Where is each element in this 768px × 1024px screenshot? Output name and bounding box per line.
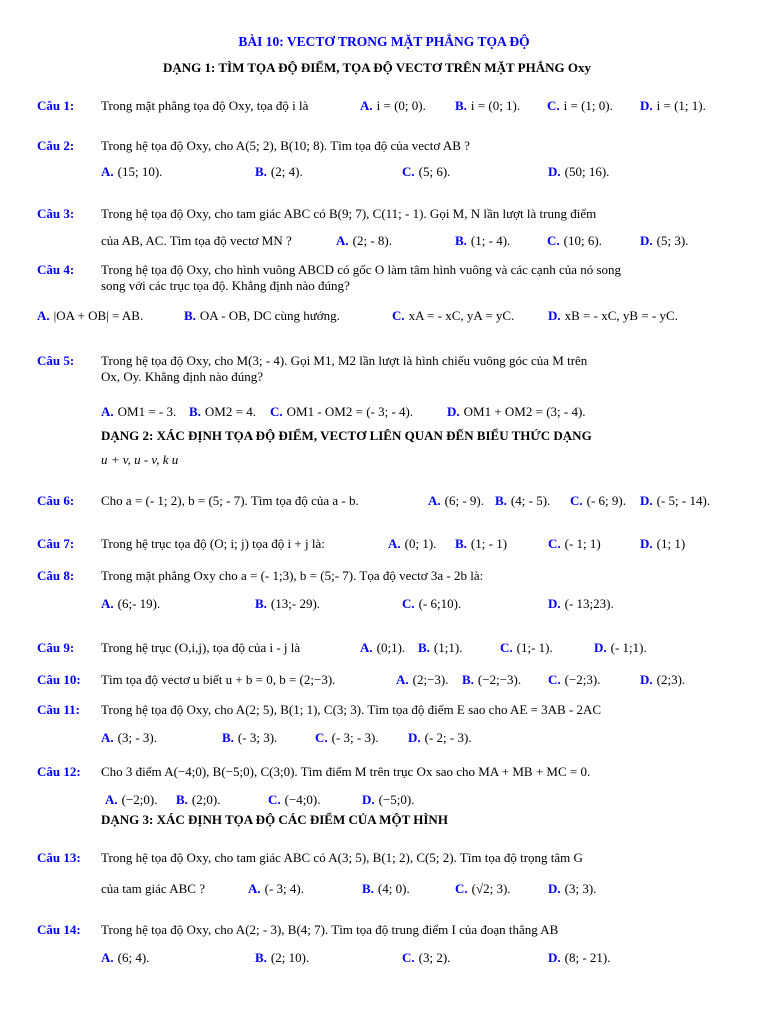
option-b[interactable]: B. (4; - 5).	[495, 493, 551, 508]
option-c[interactable]: C. (- 6; 9).	[570, 493, 626, 508]
option-c[interactable]: C. (10; 6).	[547, 233, 602, 248]
option-c[interactable]: C. (−2;3).	[548, 672, 601, 687]
option-d[interactable]: D. (50; 16).	[548, 164, 610, 179]
option-a[interactable]: A. OM1 = - 3.	[101, 404, 177, 419]
stem-line: Tìm tọa độ vectơ u biết u + b = 0, b = (2;−3).	[101, 672, 336, 687]
option-c[interactable]: C. (- 1; 1)	[548, 536, 601, 551]
question-label: Câu 14:	[37, 922, 81, 937]
stem-line: của AB, AC. Tìm tọa độ vectơ MN ?	[101, 233, 292, 248]
question-stem	[101, 262, 744, 295]
option-b[interactable]: B. OM2 = 4.	[189, 404, 256, 419]
option-a[interactable]: A. (15; 10).	[101, 164, 163, 179]
stem-line: Trong hệ tọa độ Oxy, cho M(3; - 4). Gọi M1, M2 lần lượt là hình chiếu vuông góc của M trên	[101, 353, 588, 368]
option-a[interactable]: A. (2; - 8).	[336, 233, 392, 248]
question-stem	[101, 850, 744, 866]
question-label: Câu 2:	[37, 138, 75, 153]
option-b[interactable]: B. (1; - 4).	[455, 233, 511, 248]
section-heading-dang2: DẠNG 2: XÁC ĐỊNH TỌA ĐỘ ĐIỂM, VECTƠ LIÊN QUAN ĐẾN BIỂU THỨC DẠNG	[101, 428, 592, 443]
option-c[interactable]: C. (- 3; - 3).	[315, 730, 379, 745]
option-b[interactable]: B. (4; 0).	[362, 881, 410, 896]
stem-line: Trong mặt phẳng Oxy cho a = (- 1;3), b = (5;- 7). Tọa độ vectơ 3a - 2b là:	[101, 568, 484, 583]
stem-line: Trong hệ trục (O,i,j), tọa độ của i - j là	[101, 640, 301, 655]
option-d[interactable]: D. (8; - 21).	[548, 950, 611, 965]
question-label: Câu 5:	[37, 353, 75, 368]
option-d[interactable]: D. (3; 3).	[548, 881, 597, 896]
option-d[interactable]: D. (2;3).	[640, 672, 686, 687]
question-label: Câu 7:	[37, 536, 75, 551]
question-label: Câu 11:	[37, 702, 80, 717]
question-label: Câu 9:	[37, 640, 75, 655]
option-c[interactable]: C. i = (1; 0).	[547, 98, 613, 113]
option-a[interactable]: A. (6;- 19).	[101, 596, 161, 611]
question-stem	[101, 568, 744, 584]
option-c[interactable]: C. (−4;0).	[268, 792, 321, 807]
options-row	[0, 164, 768, 182]
question-label: Câu 10:	[37, 672, 81, 687]
option-b[interactable]: B. (1;1).	[418, 640, 463, 655]
option-a[interactable]: A. i = (0; 0).	[360, 98, 426, 113]
stem-line: song với các trục tọa độ. Khẳng định nào đúng?	[101, 278, 350, 294]
option-c[interactable]: C. (√2; 3).	[455, 881, 511, 896]
option-b[interactable]: B. (2; 4).	[255, 164, 303, 179]
stem-line: Cho 3 điểm A(−4;0), B(−5;0), C(3;0). Tìm điểm M trên trục Ox sao cho MA + MB + MC = 0.	[101, 764, 591, 779]
option-c[interactable]: C. OM1 - OM2 = (- 3; - 4).	[270, 404, 414, 419]
option-c[interactable]: C. xA = - xC, yA = yC.	[392, 308, 515, 323]
question-label: Câu 4:	[37, 262, 75, 277]
option-b[interactable]: B. OA - OB, DC cùng hướng.	[184, 308, 340, 323]
stem-line: Trong hệ tọa độ Oxy, cho hình vuông ABCD có gốc O làm tâm hình vuông và các cạnh của nó song	[101, 262, 622, 277]
stem-line: Trong hệ tọa độ Oxy, cho A(5; 2), B(10; 8). Tìm tọa độ của vectơ AB ?	[101, 138, 470, 153]
stem-line: Trong hệ trục tọa độ (O; i; j) tọa độ i + j là:	[101, 536, 325, 551]
option-d[interactable]: D. (- 2; - 3).	[408, 730, 472, 745]
question-stem	[101, 353, 744, 386]
question-label: Câu 13:	[37, 850, 81, 865]
options-row	[0, 881, 768, 899]
question-label: Câu 1:	[37, 98, 75, 113]
option-a[interactable]: A. (3; - 3).	[101, 730, 157, 745]
option-d[interactable]: D. (1; 1)	[640, 536, 686, 551]
option-b[interactable]: B. i = (0; 1).	[455, 98, 521, 113]
option-b[interactable]: B. (−2;−3).	[462, 672, 522, 687]
option-d[interactable]: D. xB = - xC, yB = - yC.	[548, 308, 678, 323]
option-a[interactable]: A. (6; 4).	[101, 950, 150, 965]
option-a[interactable]: A. (2;−3).	[396, 672, 449, 687]
option-b[interactable]: B. (13;- 29).	[255, 596, 321, 611]
option-d[interactable]: D. (−5;0).	[362, 792, 415, 807]
option-d[interactable]: D. OM1 + OM2 = (3; - 4).	[447, 404, 586, 419]
options-row	[0, 596, 768, 614]
option-b[interactable]: B. (2;0).	[176, 792, 221, 807]
option-c[interactable]: C. (5; 6).	[402, 164, 451, 179]
question-stem	[101, 206, 744, 222]
option-a[interactable]: A. (6; - 9).	[428, 493, 484, 508]
option-b[interactable]: B. (2; 10).	[255, 950, 310, 965]
section-heading-dang2-expr: u + v, u - v, k u	[101, 452, 179, 467]
question-label: Câu 8:	[37, 568, 75, 583]
question-stem	[101, 922, 744, 938]
question-stem	[101, 764, 744, 780]
options-row	[0, 233, 768, 251]
section-heading-dang1: DẠNG 1: TÌM TỌA ĐỘ ĐIỂM, TỌA ĐỘ VECTƠ TRÊN MẶT PHẲNG Oxy	[163, 60, 591, 75]
option-b[interactable]: B. (1; - 1)	[455, 536, 508, 551]
option-a[interactable]: A. (0; 1).	[388, 536, 437, 551]
option-d[interactable]: D. (5; 3).	[640, 233, 689, 248]
option-b[interactable]: B. (- 3; 3).	[222, 730, 278, 745]
stem-line: Trong hệ tọa độ Oxy, cho tam giác ABC có B(9; 7), C(11; - 1). Gọi M, N lần lượt là trung điểm	[101, 206, 597, 221]
options-row	[0, 404, 768, 422]
option-a[interactable]: A. |OA + OB| = AB.	[37, 308, 144, 323]
question-stem	[101, 702, 744, 718]
page-title: BÀI 10: VECTƠ TRONG MẶT PHẲNG TỌA ĐỘ	[238, 34, 530, 49]
stem-line: của tam giác ABC ?	[101, 881, 205, 896]
options-row	[0, 950, 768, 968]
option-c[interactable]: C. (- 6;10).	[402, 596, 462, 611]
question-stem	[101, 138, 744, 154]
option-a[interactable]: A. (−2;0).	[105, 792, 158, 807]
option-d[interactable]: D. (- 5; - 14).	[640, 493, 711, 508]
option-d[interactable]: D. (- 13;23).	[548, 596, 614, 611]
stem-line: Trong hệ tọa độ Oxy, cho A(2; 5), B(1; 1), C(3; 3). Tìm tọa độ điểm E sao cho AE = 3AB - 2AC	[101, 702, 602, 717]
option-d[interactable]: D. (- 1;1).	[594, 640, 647, 655]
stem-line: Trong hệ tọa độ Oxy, cho tam giác ABC có A(3; 5), B(1; 2), C(5; 2). Tìm tọa độ trọng tâm G	[101, 850, 583, 865]
option-a[interactable]: A. (0;1).	[360, 640, 406, 655]
option-c[interactable]: C. (1;- 1).	[500, 640, 553, 655]
option-a[interactable]: A. (- 3; 4).	[248, 881, 304, 896]
options-row	[0, 792, 768, 810]
question-label: Câu 12:	[37, 764, 81, 779]
option-c[interactable]: C. (3; 2).	[402, 950, 451, 965]
section-heading-dang3: DẠNG 3: XÁC ĐỊNH TỌA ĐỘ CÁC ĐIỂM CỦA MỘT HÌNH	[101, 812, 448, 827]
stem-line: Trong mặt phẳng tọa độ Oxy, tọa độ i là	[101, 98, 309, 113]
options-row	[0, 730, 768, 748]
stem-line: Trong hệ tọa độ Oxy, cho A(2; - 3), B(4; 7). Tìm tọa độ trung điểm I của đoạn thẳng AB	[101, 922, 559, 937]
question-label: Câu 6:	[37, 493, 75, 508]
option-d[interactable]: D. i = (1; 1).	[640, 98, 706, 113]
question-label: Câu 3:	[37, 206, 75, 221]
options-row	[0, 308, 768, 326]
stem-line: Cho a = (- 1; 2), b = (5; - 7). Tìm tọa độ của a - b.	[101, 493, 359, 508]
stem-line: Ox, Oy. Khẳng định nào đúng?	[101, 369, 263, 385]
